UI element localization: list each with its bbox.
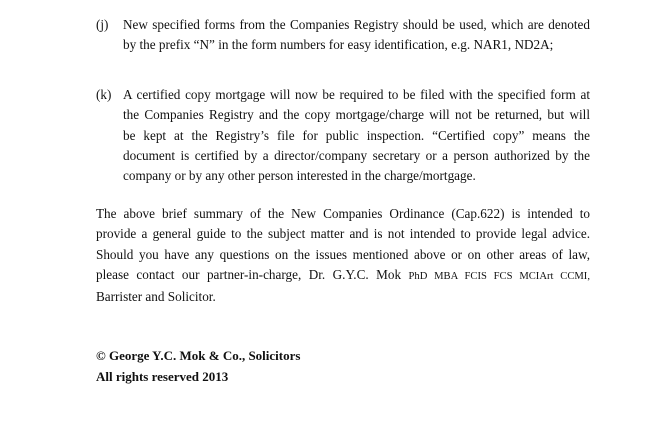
item-j-line-1: New specified forms from the Companies Registry should be used, which are denoted <box>123 17 590 32</box>
list-marker-j: (j) <box>96 17 109 32</box>
rights-line: All rights reserved 2013 <box>96 368 229 384</box>
list-item-k-text <box>123 85 590 186</box>
item-k-line-5: company or by any other person interested in the charge/mortgage. <box>123 168 476 184</box>
list-item-j <box>96 15 590 56</box>
summary-line-2: provide a general guide to the subject matter and is not intended to provide legal advice. <box>96 226 590 242</box>
copyright-footer <box>96 346 300 387</box>
item-k-line-3: be kept at the Registry’s file for public inspection. “Certified copy” means the <box>123 127 590 143</box>
item-k-line-1: A certified copy mortgage will now be required to be filed with the specified form at <box>123 87 590 102</box>
item-k-line-2: the Companies Registry and the copy mortgage/charge will not be returned, but will <box>123 107 590 123</box>
summary-line-3: Should you have any questions on the issues mentioned above or on other areas of law, <box>96 246 590 262</box>
copyright-line: © George Y.C. Mok & Co., Solicitors <box>96 348 301 363</box>
list-item-j-text <box>123 15 590 56</box>
item-j-line-2: by the prefix “N” in the form numbers for easy identification, e.g. NAR1, ND2A; <box>123 37 554 53</box>
list-item-k <box>96 85 590 186</box>
list-marker-k: (k) <box>96 87 112 102</box>
credentials-text: PhD MBA FCIS FCS MCIArt CCMI, <box>408 270 590 282</box>
summary-line-4 <box>96 265 590 287</box>
summary-paragraph <box>96 204 590 307</box>
item-k-line-4: document is certified by a director/company secretary or a person authorized by the <box>123 147 590 163</box>
summary-last-line: Barrister and Solicitor. <box>96 289 216 305</box>
summary-contact-text: please contact our partner-in-charge, Dr. G.Y.C. Mok <box>96 266 402 282</box>
summary-line-1: The above brief summary of the New Companies Ordinance (Cap.622) is intended to <box>96 206 590 221</box>
